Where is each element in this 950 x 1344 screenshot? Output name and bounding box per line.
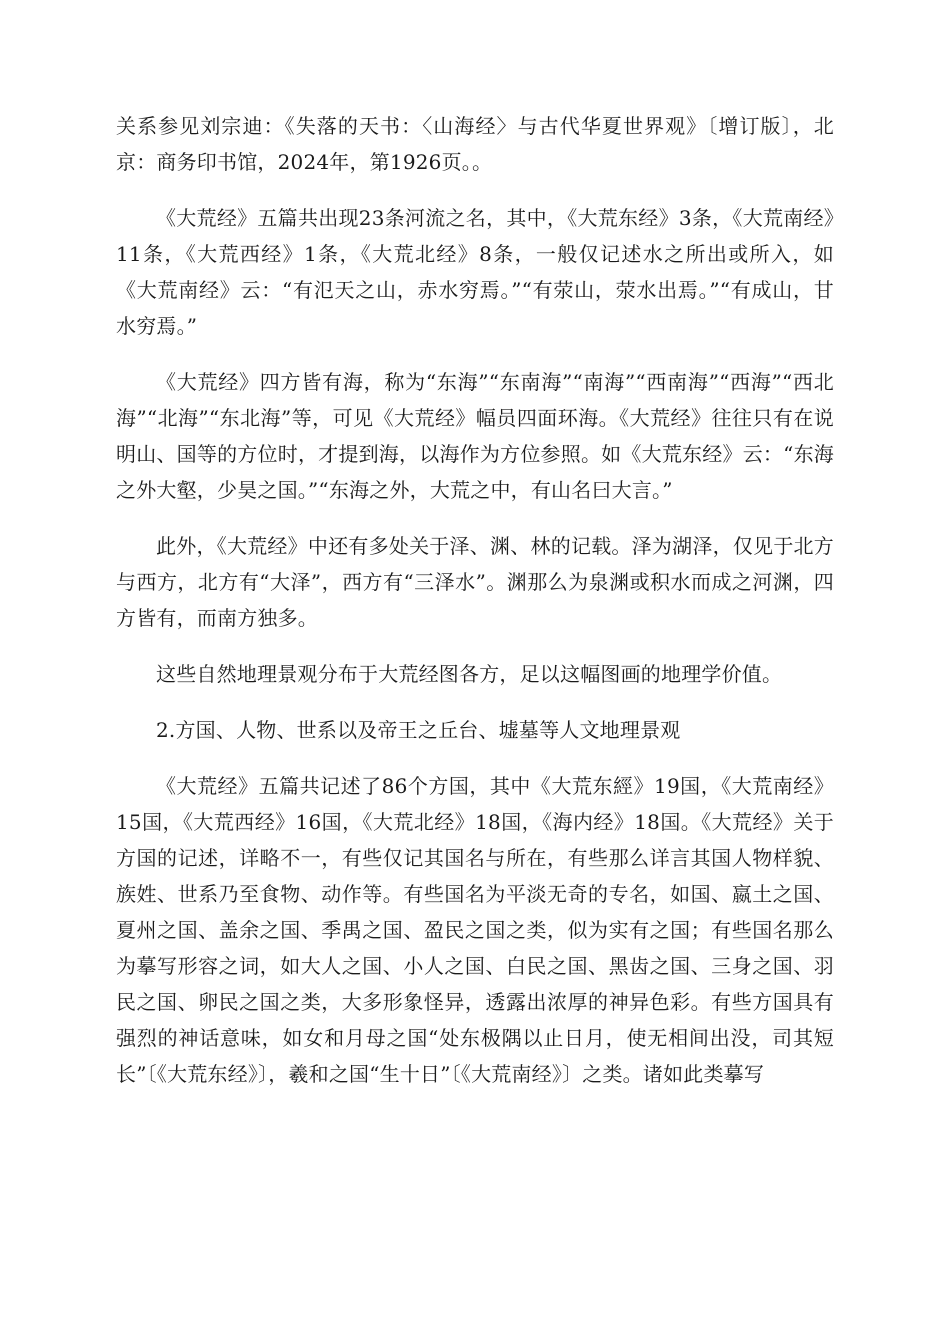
paragraph-rivers: 《大荒经》五篇共出现23条河流之名，其中，《大荒东经》3条，《大荒南经》11条，《大荒西经》1条，《大荒北经》8条，一般仅记述水之所出或所入，如《大荒南经》云：“有氾天之山，赤水穷焉。”“有荥山，荥水出焉。”“有成山，甘水穷焉。” [116,206,834,338]
section-heading: 2.方国、人物、世系以及帝王之丘台、墟墓等人文地理景观 [156,718,681,742]
paragraph-marshes: 此外，《大荒经》中还有多处关于泽、渊、林的记载。泽为湖泽，仅见于北方与西方，北方有“大泽”，西方有“三泽水”。渊那么为泉渊或积水而成之河渊，四方皆有，而南方独多。 [116,534,834,630]
paragraph-summary: 这些自然地理景观分布于大荒经图各方，足以这幅图画的地理学价值。 [156,662,783,686]
document-page [116,108,834,1112]
paragraph-states: 《大荒经》五篇共记述了86个方国，其中《大荒东經》19国，《大荒南经》15国，《大荒西经》16国，《大荒北经》18国，《海内经》18国。《大荒经》关于方国的记述，详略不一，有些仅记其国名与所在，有些那么详言其国人物样貌、族姓、世系乃至食物、动作等。有些国名为平淡无奇的专名，如国、嬴土之国、夏州之国、盖余之国、季禺之国、盈民之国之类，似为实有之国；有些国名那么为摹写形容之词，如大人之国、小人之国、白民之国、黑齿之国、三身之国、羽民之国、卵民之国之类，大多形象怪异，透露出浓厚的神异色彩。有些方国具有强烈的神话意味，如女和月母之国“处东极隅以止日月，使无相间出没，司其短长”〔《大荒东经》〕，羲和之国“生十日”〔《大荒南经》〕之类。诸如此类摹写 [116,774,834,1086]
paragraph-seas: 《大荒经》四方皆有海，称为“东海”“东南海”“南海”“西南海”“西海”“西北海”“北海”“东北海”等，可见《大荒经》幅员四面环海。《大荒经》往往只有在说明山、国等的方位时，才提到海，以海作为方位参照。如《大荒东经》云：“东海之外大壑，少昊之国。”“东海之外，大荒之中，有山名曰大言。” [116,370,834,502]
paragraph-note-reference: 关系参见刘宗迪：《失落的天书：〈山海经〉与古代华夏世界观》〔增订版〕，北京：商务印书馆，2024年，第1926页。。 [116,114,834,174]
